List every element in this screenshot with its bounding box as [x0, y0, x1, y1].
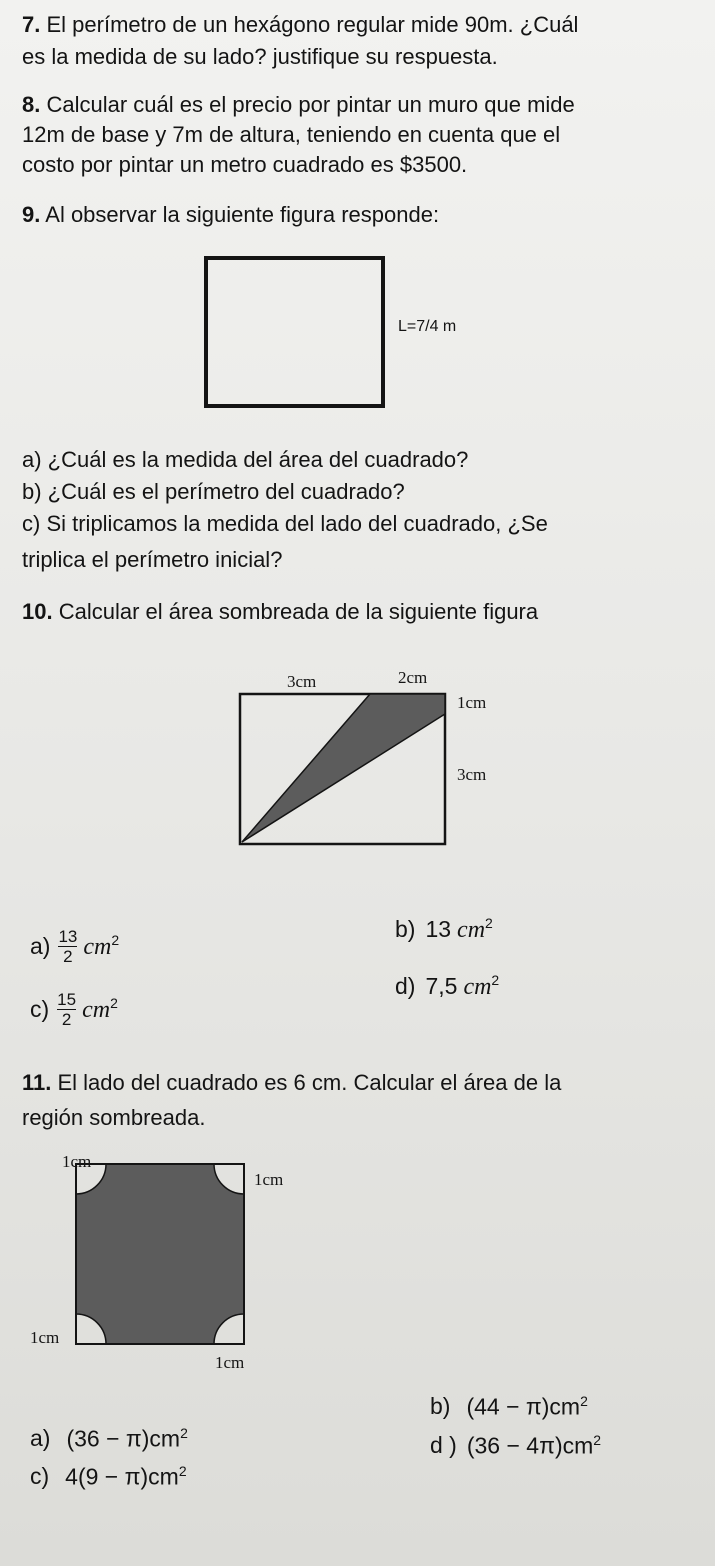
q10-option-a-fraction	[58, 927, 77, 966]
q11-line2: región sombreada.	[22, 1105, 206, 1130]
q10-number: 10.	[22, 599, 53, 624]
q9-question-a: a) ¿Cuál es la medida del área del cuadrado?	[22, 447, 469, 472]
q10-option-d-letter: d)	[395, 973, 416, 999]
q8-line1	[22, 90, 575, 120]
q10-shaded-region	[242, 694, 445, 842]
q11-option-b-letter: b)	[430, 1393, 451, 1420]
q10-option-c-fraction	[57, 990, 76, 1029]
q9-square	[206, 258, 383, 406]
q9-number: 9.	[22, 202, 41, 227]
q10-option-b-unit: $cm^2$	[457, 915, 493, 943]
q10-option-b-letter: b)	[395, 916, 416, 942]
q8-line3: costo por pintar un metro cuadrado es $3500.	[22, 152, 468, 177]
q11-shaded-region	[76, 1164, 244, 1344]
q8-number: 8.	[22, 92, 41, 117]
q8-line2: 12m de base y 7m de altura, teniendo en cuenta que el	[22, 122, 561, 147]
q9-question-b: b) ¿Cuál es el perímetro del cuadrado?	[22, 479, 405, 504]
q8-text-1: Calcular cuál es el precio por pintar un muro que mide	[46, 92, 575, 117]
q9-square-figure	[200, 252, 390, 412]
q10-option-d-unit: $cm^2$	[463, 972, 500, 1000]
q10-label-1cm-right: 1cm	[457, 693, 487, 712]
q11-option-c-letter: c)	[30, 1463, 50, 1490]
q10-label-3cm-right: 3cm	[457, 765, 487, 784]
q11-label-1cm-top-left: 1cm	[62, 1152, 92, 1171]
q10-option-a-unit: $cm^2$	[83, 932, 120, 960]
q10-option-c-denominator: 2	[61, 1010, 72, 1029]
q9-side-label: L=7/4 m	[398, 318, 457, 335]
q11-option-a[interactable]	[30, 1425, 188, 1453]
q11-option-b-value: $(44 - \pi)cm^2$	[466, 1393, 588, 1420]
q11-line1	[22, 1068, 561, 1098]
q11-number: 11.	[22, 1070, 52, 1095]
q10-option-a-letter: a)	[30, 933, 51, 959]
q11-label-1cm-bottom-right: 1cm	[215, 1353, 245, 1372]
q9-question-c-line2: triplica el perímetro inicial?	[22, 547, 283, 572]
q10-option-b-value: 13	[425, 916, 452, 942]
q11-option-c-value: $4(9 - \pi)cm^2$	[65, 1463, 187, 1490]
q11-option-d-value: $(36 - 4\pi)cm^2$	[466, 1432, 602, 1459]
q10-option-c-unit: $cm^2$	[82, 995, 118, 1023]
q10-option-a-denominator: 2	[63, 947, 73, 966]
q7-line1	[22, 10, 578, 40]
q11-option-c[interactable]	[30, 1463, 187, 1491]
q11-text-1: El lado del cuadrado es 6 cm. Calcular el área de la	[57, 1070, 562, 1095]
q11-option-d-letter: d )	[430, 1432, 457, 1459]
q9-question-c-line1: c) Si triplicamos la medida del lado del cuadrado, ¿Se	[22, 511, 548, 536]
q10-option-c-numerator: 15	[57, 990, 77, 1009]
q7-number: 7.	[22, 12, 41, 37]
q11-option-a-value: $(36 - \pi)cm^2$	[66, 1425, 188, 1452]
q11-label-1cm-top-right: 1cm	[254, 1170, 284, 1189]
q11-option-b[interactable]	[430, 1393, 588, 1421]
q11-label-1cm-bottom-left: 1cm	[30, 1328, 60, 1347]
q11-option-d[interactable]	[430, 1432, 601, 1460]
q10-figure	[236, 690, 451, 850]
q10-option-c[interactable]	[30, 990, 118, 1029]
q10-option-b[interactable]	[395, 915, 493, 944]
q7-text-1: El perímetro de un hexágono regular mide 90m. ¿Cuál	[46, 12, 579, 37]
q10-line1	[22, 597, 538, 627]
q10-option-a[interactable]	[30, 927, 119, 966]
q10-option-d[interactable]	[395, 972, 499, 1001]
q10-option-c-letter: c)	[30, 996, 50, 1022]
q10-option-d-value: 7,5	[425, 973, 458, 999]
q10-text-1: Calcular el área sombreada de la siguiente figura	[58, 599, 539, 624]
q11-figure	[70, 1158, 250, 1350]
q9-text-1: Al observar la siguiente figura responde:	[45, 202, 440, 227]
q9-line1	[22, 200, 439, 230]
q10-option-a-numerator: 13	[58, 927, 78, 946]
q11-option-a-letter: a)	[30, 1425, 51, 1452]
q10-label-3cm-top: 3cm	[287, 672, 317, 691]
q7-line2: es la medida de su lado? justifique su respuesta.	[22, 44, 498, 69]
q10-label-2cm-top: 2cm	[398, 668, 428, 687]
